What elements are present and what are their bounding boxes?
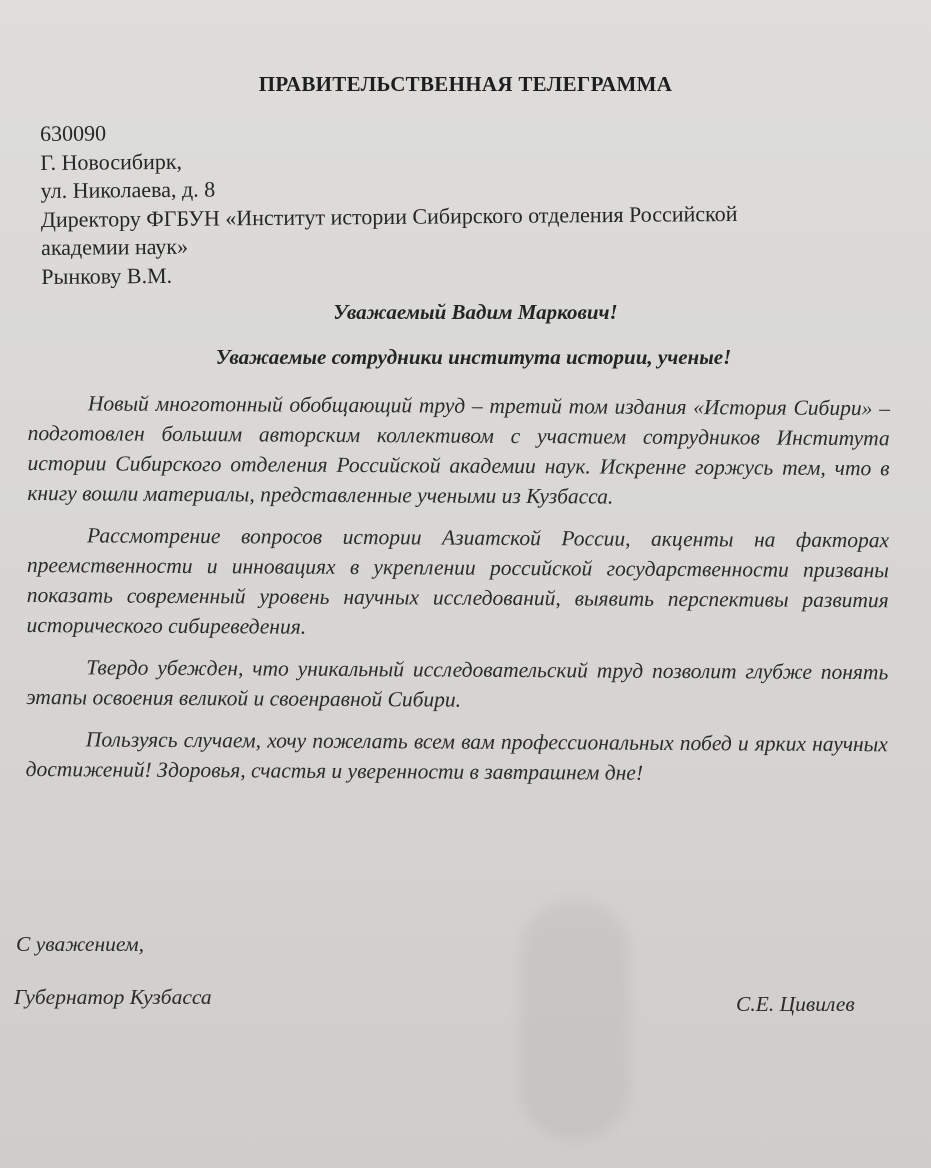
- signer-name: С.Е. Цивилев: [736, 992, 855, 1016]
- recipient-address: [40, 112, 901, 290]
- paragraph-3: Твердо убежден, что уникальный исследовательский труд позволит глубже понять этапы освоения великой и своенравной Сибири.: [26, 655, 889, 712]
- paper-shadow: [520, 900, 630, 1140]
- personal-greeting: Уважаемый Вадим Маркович!: [333, 300, 618, 324]
- recipient-position: Директору ФГБУН «Институт истории Сибирского отделения Российской: [40, 200, 738, 232]
- address-street: ул. Николаева, д. 8: [40, 176, 216, 203]
- collective-greeting: Уважаемые сотрудники института истории, ученые!: [215, 345, 732, 369]
- recipient-position-cont: академии наук»: [41, 233, 189, 260]
- postal-code: 630090: [40, 120, 107, 146]
- address-city: Г. Новосибирк,: [40, 148, 183, 175]
- signoff: С уважением,: [16, 932, 144, 956]
- paragraph-1: Новый многотонный обобщающий труд – третий том издания «История Сибири» – подготовлен большим авторским коллективом с участием сотрудников Института истории Сибирского отделения Российской академии наук. Искренне горжусь тем, что в книгу вошли материалы, представленные учеными из Кузбасса.: [27, 391, 890, 509]
- message-body: [26, 388, 890, 801]
- document-title: ПРАВИТЕЛЬСТВЕННАЯ ТЕЛЕГРАММА: [258, 72, 673, 96]
- recipient-name: Рынкову В.М.: [41, 262, 173, 289]
- signer-title: Губернатор Кузбасса: [14, 985, 212, 1009]
- paragraph-2: Рассмотрение вопросов истории Азиатской России, акценты на факторах преемственности и инновациях в укреплении российской государственности призваны показать современный уровень научных исследований, выявить перспективы развития исторического сибиреведения.: [26, 523, 890, 639]
- paragraph-4: Пользуясь случаем, хочу пожелать всем вам профессиональных побед и ярких научных достижений! Здоровья, счастья и уверенности в завтрашнем дне!: [25, 727, 888, 785]
